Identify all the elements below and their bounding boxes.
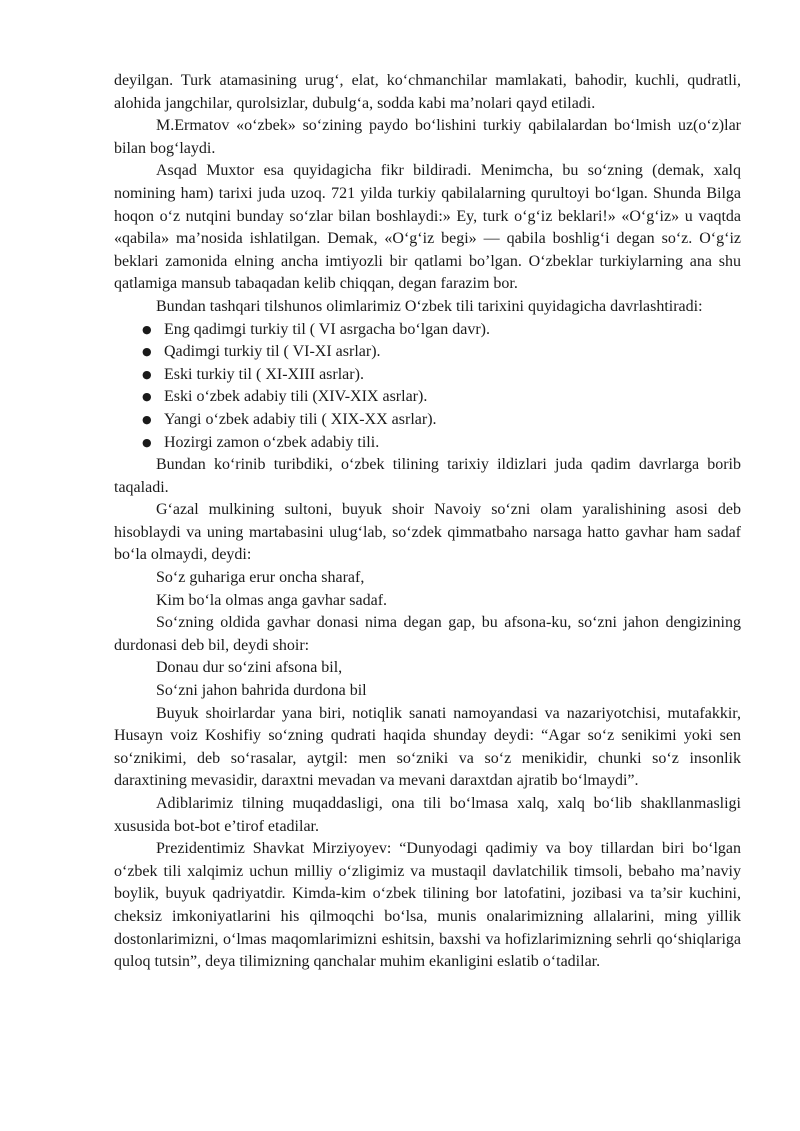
list-item-text: Eski turkiy til ( XI-XIII asrlar).: [164, 365, 364, 383]
paragraph-koshifiy: Buyuk shoirlardar yana biri, notiqlik sanati namoyandasi va nazariyotchisi, mutafakkir, Husayn voiz Koshifiy so‘zning qudrati haqida shunday deydi: “Agar so‘z senikimi yoki sen so‘znikimi, deb so‘rasalar, aytgil: men so‘zniki va so‘z menikidir, chunki so‘z insonlik daraxtining mevasidir, daraxtni mevadan va mevani daraxtdan ajratib bo‘lmaydi”.: [114, 704, 741, 790]
list-item-text: Hozirgi zamon o‘zbek adabiy tili.: [164, 433, 380, 451]
paragraph-asqad-muxtor: Asqad Muxtor esa quyidagicha fikr bildiradi. Menimcha, bu so‘zning (demak, xalq nomining ham) tarixi juda uzoq. 721 yilda turkiy qabilalarning qurultoyi bo‘lgan. Shunda Bilga hoqon o‘z nutqini bunday so‘zlar bilan boshlaydi:» Ey, turk o‘g‘iz beklari!» «O‘g‘iz» u vaqtda «qabila» ma’nosida ishlatilgan. Demak, «O‘g‘iz begi» — qabila boshlig‘i degan so‘z. O‘g‘iz beklari zamonida elning ancha imtiyozli bir qatlami bo’lgan. O‘zbeklar turkiylarning ana shu qatlamiga mansub tabaqadan kelib chiqqan, degan farazim bor.: [114, 162, 741, 293]
bullet-icon: ●: [142, 435, 152, 449]
list-item: [142, 409, 741, 432]
verse-line: So‘z guhariga erur oncha sharaf,: [156, 569, 365, 587]
list-item: [142, 319, 741, 342]
paragraph-periodization-intro: Bundan tashqari tilshunos olimlarimiz O‘zbek tili tarixini quyidagicha davrlashtiradi:: [156, 297, 703, 315]
list-item: [142, 386, 741, 409]
list-item-text: Yangi o‘zbek adabiy tili ( XIX-XX asrlar).: [164, 410, 437, 428]
bullet-icon: ●: [142, 412, 152, 426]
bullet-icon: ●: [142, 345, 152, 359]
paragraph-gavhar: So‘zning oldida gavhar donasi nima degan gap, bu afsona-ku, so‘zni jahon dengizining durdonasi deb bil, deydi shoir:: [114, 614, 741, 654]
paragraph-historical-roots: Bundan ko‘rinib turibdiki, o‘zbek tilining tarixiy ildizlari juda qadim davrlarga borib taqaladi.: [114, 456, 741, 496]
verse-line: Donau dur so‘zini afsona bil,: [156, 659, 343, 677]
paragraph-navoiy: G‘azal mulkining sultoni, buyuk shoir Navoiy so‘zni olam yaralishining asosi deb hisoblaydi va uning martabasini ulug‘lab, so‘zdek qimmatbaho narsaga hatto gavhar ham sadaf bo‘la olmaydi, deydi:: [114, 501, 741, 564]
language-periods-list: [114, 319, 741, 455]
list-item-text: Eng qadimgi turkiy til ( VI asrgacha bo‘lgan davr).: [164, 320, 490, 338]
paragraph-turk-meanings: deyilgan. Turk atamasining urug‘, elat, ko‘chmanchilar mamlakati, bahodir, kuchli, qudratli, alohida jangchilar, qurolsizlar, dubulg‘a, sodda kabi ma’nolari qayd etiladi.: [114, 72, 741, 112]
document-page: [114, 70, 741, 974]
verse-line: So‘zni jahon bahrida durdona bil: [156, 682, 367, 700]
list-item-text: Qadimgi turkiy til ( VI-XI asrlar).: [164, 343, 381, 361]
list-item: [142, 432, 741, 455]
bullet-icon: ●: [142, 367, 152, 381]
list-item: [142, 364, 741, 387]
list-item-text: Eski o‘zbek adabiy tili (XIV-XIX asrlar).: [164, 388, 428, 406]
bullet-icon: ●: [142, 390, 152, 404]
list-item: [142, 341, 741, 364]
paragraph-adiblar: Adiblarimiz tilning muqaddasligi, ona tili bo‘lmasa xalq, xalq bo‘lib shakllanmasligi xususida bot-bot e’tirof etadilar.: [114, 795, 741, 835]
bullet-icon: ●: [142, 322, 152, 336]
paragraph-president-quote: Prezidentimiz Shavkat Mirziyoyev: “Dunyodagi qadimiy va boy tillardan biri bo‘lgan o‘zbek tili xalqimiz uchun milliy o‘zligimiz va mustaqil davlatchilik timsoli, bebaho ma’naviy boylik, buyuk qadriyatdir. Kimda-kim o‘zbek tilining bor latofatini, jozibasi va ta’sir kuchini, cheksiz imkoniyatlarini his qilmoqchi bo‘lsa, munis onalarimizning allalarini, ming yillik dostonlarimizni, o‘lmas maqomlarimizni eshitsin, baxshi va hofizlarimizning sehrli qo‘shiqlariga quloq tutsin”, deya tilimizning qanchalar muhim ekanligini eslatib o‘tadilar.: [114, 840, 741, 971]
verse-line: Kim bo‘la olmas anga gavhar sadaf.: [156, 591, 388, 609]
paragraph-ermatov: M.Ermatov «o‘zbek» so‘zining paydo bo‘lishini turkiy qabilalardan bo‘lmish uz(o‘z)lar bilan bog‘laydi.: [114, 117, 741, 157]
